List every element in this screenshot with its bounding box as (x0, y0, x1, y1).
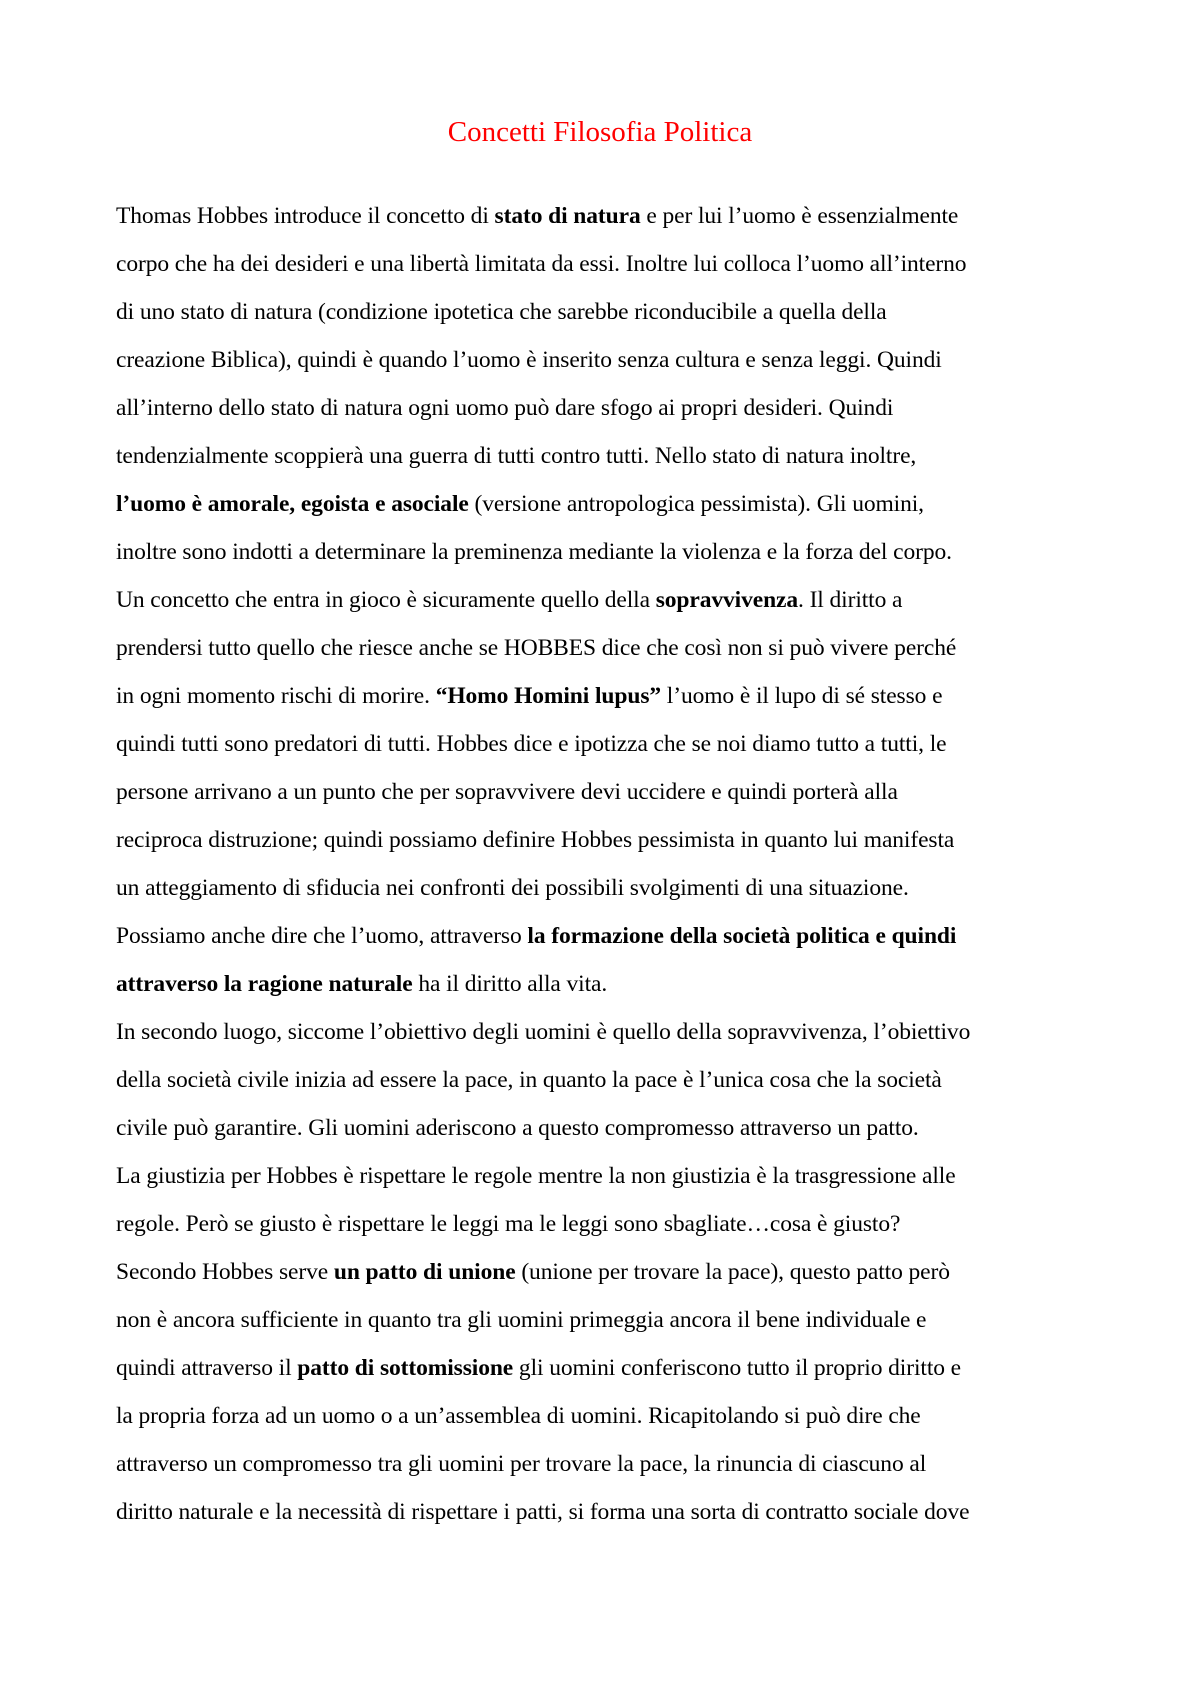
text-segment: prendersi tutto quello che riesce anche se HOBBES dice che così non si può vivere perché (116, 635, 957, 661)
text-line (116, 535, 1096, 583)
text-segment: la propria forza ad un uomo o a un’assemblea di uomini. Ricapitolando si può dire che (116, 1403, 921, 1429)
text-line (116, 1399, 1096, 1447)
text-line (116, 823, 1096, 871)
text-segment: non è ancora sufficiente in quanto tra gli uomini primeggia ancora il bene individuale e (116, 1307, 927, 1333)
bold-text-segment: sopravvivenza (655, 587, 799, 613)
text-segment: Thomas Hobbes introduce il concetto di (116, 203, 495, 229)
text-segment: La giustizia per Hobbes è rispettare le regole mentre la non giustizia è la trasgressione alle (116, 1163, 956, 1189)
bold-text-segment: attraverso la ragione naturale (116, 971, 413, 997)
bold-text-segment: un patto di unione (333, 1259, 516, 1285)
text-segment: corpo che ha dei desideri e una libertà limitata da essi. Inoltre lui colloca l’uomo all’interno (116, 251, 967, 277)
text-segment: Possiamo anche dire che l’uomo, attraverso (116, 923, 528, 949)
text-segment: inoltre sono indotti a determinare la preminenza mediante la violenza e la forza del corpo. (116, 539, 952, 565)
text-segment: attraverso un compromesso tra gli uomini per trovare la pace, la rinuncia di ciascuno al (116, 1451, 927, 1477)
text-segment: In secondo luogo, siccome l’obiettivo degli uomini è quello della sopravvivenza, l’obiettivo (116, 1019, 971, 1045)
text-segment: di uno stato di natura (condizione ipotetica che sarebbe riconducibile a quella della (116, 299, 887, 325)
text-segment: persone arrivano a un punto che per sopravvivere devi uccidere e quindi porterà alla (116, 779, 898, 805)
text-segment: (unione per trovare la pace), questo patto però (515, 1259, 950, 1285)
text-line (116, 1015, 1096, 1063)
document-body (116, 199, 1096, 1543)
text-line (116, 247, 1096, 295)
text-line (116, 919, 1096, 967)
text-line (116, 1063, 1096, 1111)
text-segment: Un concetto che entra in gioco è sicuramente quello della (116, 587, 656, 613)
text-segment: quindi tutti sono predatori di tutti. Hobbes dice e ipotizza che se noi diamo tutto a tutti, le (116, 731, 947, 757)
text-line (116, 871, 1096, 919)
text-line (116, 487, 1096, 535)
text-segment: tendenzialmente scoppierà una guerra di tutti contro tutti. Nello stato di natura inoltre, (116, 443, 917, 469)
text-segment: in ogni momento rischi di morire. (116, 683, 436, 709)
bold-text-segment: patto di sottomissione (297, 1355, 514, 1381)
text-line (116, 439, 1096, 487)
text-segment: quindi attraverso il (116, 1355, 298, 1381)
text-segment: gli uomini conferiscono tutto il proprio diritto e (513, 1355, 962, 1381)
text-segment: civile può garantire. Gli uomini aderiscono a questo compromesso attraverso un patto. (116, 1115, 919, 1141)
text-line (116, 775, 1096, 823)
bold-text-segment: la formazione della società politica e quindi (527, 923, 957, 949)
text-line (116, 1303, 1096, 1351)
text-line (116, 1255, 1096, 1303)
text-segment: e per lui l’uomo è essenzialmente (640, 203, 959, 229)
text-line (116, 295, 1096, 343)
text-segment: regole. Però se giusto è rispettare le leggi ma le leggi sono sbagliate…cosa è giusto? (116, 1211, 901, 1237)
text-line (116, 1447, 1096, 1495)
text-line (116, 343, 1096, 391)
text-line (116, 1351, 1096, 1399)
bold-text-segment: “Homo Homini lupus” (435, 683, 662, 709)
text-line (116, 391, 1096, 439)
text-line (116, 1159, 1096, 1207)
text-line (116, 1207, 1096, 1255)
text-line (116, 583, 1096, 631)
text-segment: creazione Biblica), quindi è quando l’uomo è inserito senza cultura e senza leggi. Quindi (116, 347, 942, 373)
text-segment: diritto naturale e la necessità di rispettare i patti, si forma una sorta di contratto sociale dove (116, 1499, 970, 1525)
text-segment: un atteggiamento di sfiducia nei confronti dei possibili svolgimenti di una situazione. (116, 875, 909, 901)
text-segment: . Il diritto a (798, 587, 903, 613)
text-segment: all’interno dello stato di natura ogni uomo può dare sfogo ai propri desideri. Quindi (116, 395, 894, 421)
text-segment: della società civile inizia ad essere la pace, in quanto la pace è l’unica cosa che la società (116, 1067, 942, 1093)
text-line (116, 199, 1096, 247)
bold-text-segment: l’uomo è amorale, egoista e asociale (116, 491, 469, 517)
text-line (116, 967, 1096, 1015)
text-line (116, 1111, 1096, 1159)
text-line (116, 1495, 1096, 1543)
text-segment: (versione antropologica pessimista). Gli uomini, (468, 491, 924, 517)
text-line (116, 679, 1096, 727)
text-segment: l’uomo è il lupo di sé stesso e (661, 683, 943, 709)
document-title: Concetti Filosofia Politica (447, 116, 753, 148)
text-line (116, 727, 1096, 775)
text-segment: ha il diritto alla vita. (412, 971, 608, 997)
text-line (116, 631, 1096, 679)
text-segment: Secondo Hobbes serve (116, 1259, 334, 1285)
text-segment: reciproca distruzione; quindi possiamo definire Hobbes pessimista in quanto lui manifesta (116, 827, 955, 853)
bold-text-segment: stato di natura (494, 203, 641, 229)
